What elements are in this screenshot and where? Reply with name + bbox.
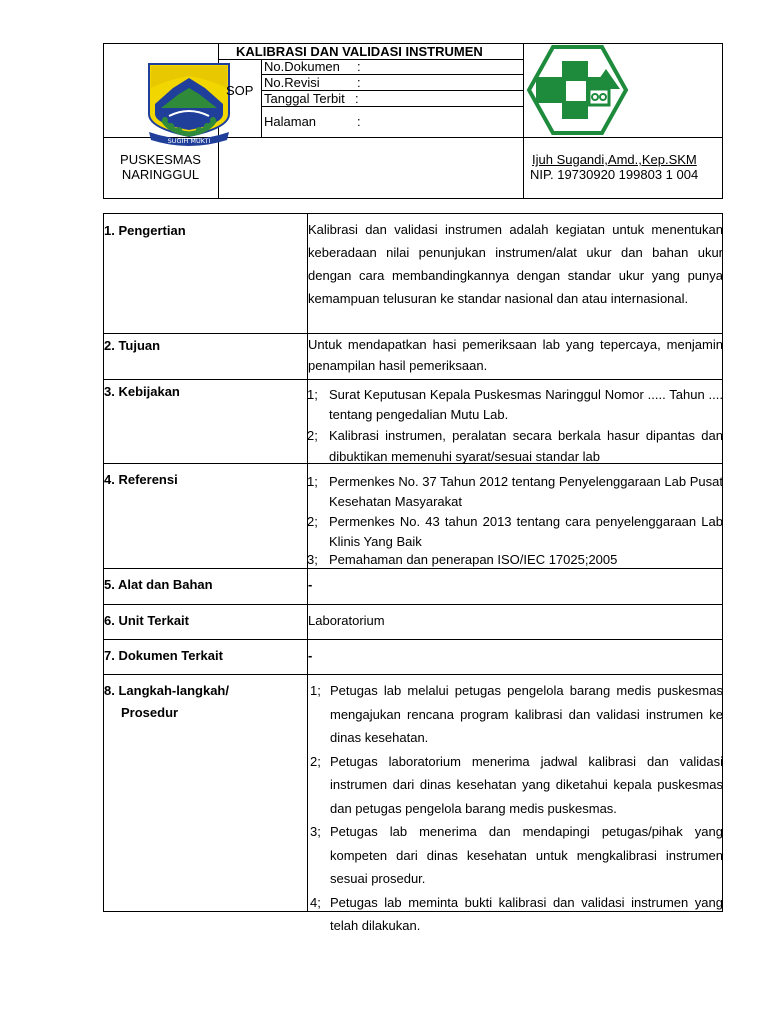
section-text-pengertian: Kalibrasi dan validasi instrumen adalah kegiatan untuk menentukan keberadaan nilai penunjukan instrumen/alat ukur dan bahan ukur dengan cara membandingkannya dengan standar ukur yang punya kemampuan telusuran ke standar nasional dan atau internasional. bbox=[308, 222, 723, 306]
crest-motto: SUGIH MUKTI bbox=[167, 137, 211, 145]
list-text: Permenkes No. 43 tahun 2013 tentang cara penyelenggaraan Lab Klinis Yang Baik bbox=[329, 514, 723, 549]
section-text-tujuan: Untuk mendapatkan hasi pemeriksaan lab yang tepercaya, menjamin penampilan hasil pemeriksaan. bbox=[308, 337, 723, 373]
list-number: 1; bbox=[310, 683, 321, 698]
section-label-langkah: 8. Langkah-langkah/ bbox=[104, 683, 229, 698]
list-item bbox=[310, 891, 723, 938]
regional-crest-logo bbox=[141, 58, 239, 153]
field-no-revisi-value: : bbox=[357, 75, 361, 90]
prosedur-list bbox=[310, 679, 723, 938]
list-text: Petugas laboratorium menerima jadwal kalibrasi dan validasi instrumen dari dinas kesehatan yang diketahui kepala puskesmas dan petugas pengelola barang medis puskesmas. bbox=[330, 753, 723, 816]
section-label-unit-terkait: 6. Unit Terkait bbox=[104, 613, 190, 628]
list-number: 4; bbox=[310, 894, 321, 910]
section-text-unit-terkait: Laboratorium bbox=[308, 613, 385, 628]
section-label-prosedur: Prosedur bbox=[121, 705, 179, 720]
field-tanggal-terbit-value: : bbox=[355, 91, 359, 106]
header-field-divider bbox=[261, 59, 262, 137]
field-halaman-value: : bbox=[357, 114, 361, 129]
field-no-revisi-label: No.Revisi bbox=[264, 75, 320, 90]
section-label-kebijakan: 3. Kebijakan bbox=[104, 384, 180, 399]
list-text: Kalibrasi instrumen, peralatan secara berkala hasur dipantas dan dibuktikan memenuhi syarat/sesuai standar lab bbox=[329, 428, 723, 464]
list-text: Permenkes No. 37 Tahun 2012 tentang Penyelenggaraan Lab Pusat Kesehatan Masyarakat bbox=[329, 474, 723, 509]
field-no-dokumen-value: : bbox=[357, 59, 361, 74]
signer-nip: NIP. 19730920 199803 1 004 bbox=[530, 167, 699, 182]
section-label-tujuan: 2. Tujuan bbox=[104, 338, 161, 353]
row-divider bbox=[103, 568, 723, 569]
list-item bbox=[307, 425, 723, 467]
referensi-list bbox=[307, 472, 723, 567]
field-no-dokumen-label: No.Dokumen bbox=[264, 59, 340, 74]
sop-label: SOP bbox=[226, 83, 254, 98]
section-label-alat-dan-bahan: 5. Alat dan Bahan bbox=[104, 577, 213, 592]
section-label-dokumen-terkait: 7. Dokumen Terkait bbox=[104, 648, 223, 663]
list-number: 1; bbox=[307, 387, 318, 402]
list-number: 2; bbox=[310, 753, 321, 769]
list-item bbox=[307, 472, 723, 512]
header-field-line-3 bbox=[261, 106, 523, 107]
row-divider bbox=[103, 379, 723, 380]
list-text: Petugas lab meminta bukti kalibrasi dan validasi instrumen yang telah dilakukan. bbox=[330, 894, 723, 933]
list-number: 1; bbox=[307, 474, 318, 489]
header-divider-right bbox=[523, 43, 524, 199]
field-tanggal-terbit-label: Tanggal Terbit bbox=[264, 91, 345, 106]
section-label-referensi: 4. Referensi bbox=[104, 472, 178, 487]
list-text: Surat Keputusan Kepala Puskesmas Naringgul Nomor ..... Tahun .... tentang pengedalian Mutu Lab. bbox=[329, 387, 723, 422]
section-label-pengertian: 1. Pengertian bbox=[104, 223, 186, 238]
list-number: 2; bbox=[307, 514, 318, 529]
list-item bbox=[310, 679, 723, 750]
row-divider bbox=[103, 639, 723, 640]
list-text: Pemahaman dan penerapan ISO/IEC 17025;2005 bbox=[329, 552, 618, 567]
list-item bbox=[307, 385, 723, 425]
section-text-alat-dan-bahan: - bbox=[308, 577, 313, 592]
list-number: 2; bbox=[307, 428, 318, 443]
row-divider bbox=[103, 604, 723, 605]
organization-line-2: NARINGGUL bbox=[121, 167, 200, 182]
list-item bbox=[310, 750, 723, 821]
kebijakan-list bbox=[307, 385, 723, 467]
puskesmas-logo bbox=[526, 45, 629, 135]
row-divider bbox=[103, 674, 723, 675]
list-item bbox=[307, 512, 723, 552]
list-number: 3; bbox=[310, 824, 321, 839]
list-item bbox=[307, 552, 723, 567]
list-item bbox=[310, 820, 723, 891]
list-text: Petugas lab menerima dan mendapingi petugas/pihak yang kompeten dari dinas kesehatan untuk mengkalibrasi instrumen sesuai prosedur. bbox=[330, 824, 723, 886]
organization-line-1: PUSKESMAS bbox=[120, 152, 201, 167]
document-title: KALIBRASI DAN VALIDASI INSTRUMEN bbox=[236, 44, 483, 59]
signer-name: Ijuh Sugandi,Amd.,Kep.SKM bbox=[532, 152, 697, 167]
list-number: 3; bbox=[307, 552, 318, 567]
field-halaman-label: Halaman bbox=[264, 114, 317, 129]
list-text: Petugas lab melalui petugas pengelola barang medis puskesmas mengajukan rencana program kalibrasi dan validasi instrumen ke dinas kesehatan. bbox=[330, 683, 723, 745]
section-text-dokumen-terkait: - bbox=[308, 648, 313, 663]
